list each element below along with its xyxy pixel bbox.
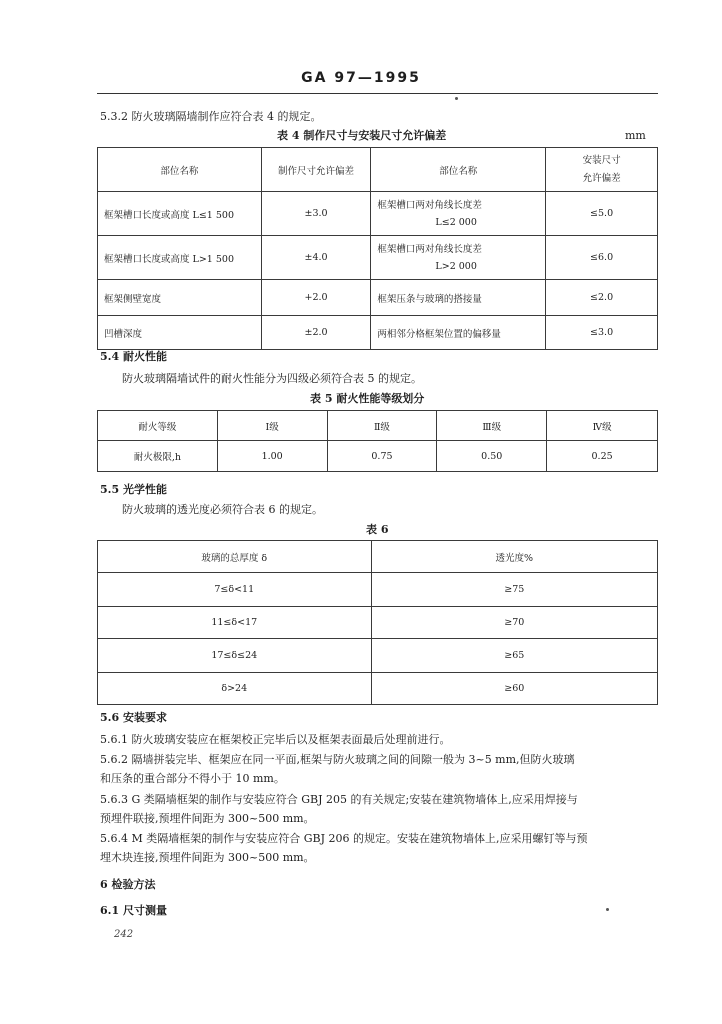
clause-5-3-2: 5.3.2 防火玻璃隔墙制作应符合表 4 的规定。 — [100, 110, 322, 123]
clause-5-6-4-line2: 埋木块连接,预埋件间距为 300~500 mm。 — [100, 851, 315, 864]
table6-cell-transmittance: ≥70 — [371, 607, 657, 639]
table4-cell-install-tol: ≤5.0 — [546, 192, 658, 236]
table5-cell: 0.50 — [437, 441, 547, 472]
section-5-4-title: 5.4 耐火性能 — [100, 350, 167, 363]
table4-header-part: 部位名称 — [98, 148, 262, 192]
clause-5-6-2-line2: 和压条的重合部分不得小于 10 mm。 — [100, 772, 285, 785]
clause-5-6-3-line2: 预埋件联接,预埋件间距为 300~500 mm。 — [100, 812, 315, 825]
section-5-5-text: 防火玻璃的透光度必须符合表 6 的规定。 — [122, 503, 323, 516]
section-5-5-title: 5.5 光学性能 — [100, 483, 167, 496]
table6-cell-transmittance: ≥65 — [371, 639, 657, 673]
table5-header-cell: Ⅱ级 — [327, 411, 437, 441]
table4-cell-install-tol: ≤2.0 — [546, 280, 658, 316]
table6-header-transmittance: 透光度% — [371, 541, 657, 573]
table4-cell-install-part: 框架压条与玻璃的搭接量 — [371, 280, 546, 316]
table5-header-cell: 耐火等级 — [98, 411, 218, 441]
table5-header-row — [98, 411, 658, 441]
table-row — [98, 673, 658, 705]
table-row — [98, 441, 658, 472]
table4-cell-tol: ±4.0 — [261, 236, 371, 280]
table-row — [98, 607, 658, 639]
table6-header-row — [98, 541, 658, 573]
table4-cell-part: 框架槽口长度或高度 L>1 500 — [98, 236, 262, 280]
section-5-6-title: 5.6 安装要求 — [100, 711, 167, 724]
table6-cell-thickness: 7≤δ<11 — [98, 573, 372, 607]
table4-install-part-line2: L≤2 000 — [435, 216, 477, 228]
section-6-1-title: 6.1 尺寸测量 — [100, 904, 167, 917]
table5-cell: 1.00 — [217, 441, 327, 472]
table6-cell-thickness: 17≤δ≤24 — [98, 639, 372, 673]
table5-header-cell: Ⅲ级 — [437, 411, 547, 441]
table4-unit: mm — [625, 129, 646, 142]
table4-cell-install-part: 两相邻分格框架位置的偏移量 — [371, 316, 546, 350]
table4-header-install-line2: 允许偏差 — [582, 172, 621, 184]
table-row — [98, 280, 658, 316]
table4-install-part-line2: L>2 000 — [435, 260, 477, 272]
table5-cell: 0.75 — [327, 441, 437, 472]
table4-cell-install-tol: ≤3.0 — [546, 316, 658, 350]
table6-caption: 表 6 — [366, 523, 389, 536]
table5-caption: 表 5 耐火性能等级划分 — [310, 392, 425, 405]
table4-cell-tol: ±2.0 — [261, 316, 371, 350]
header-rule — [97, 93, 658, 94]
table4-header-install-tol — [546, 148, 658, 192]
table4-header-row — [98, 148, 658, 192]
table6-cell-transmittance: ≥75 — [371, 573, 657, 607]
table4-install-part-line1: 框架槽口两对角线长度差 — [377, 243, 482, 255]
table4-install-part-line1: 框架槽口两对角线长度差 — [377, 199, 482, 211]
table6-header-thickness: 玻璃的总厚度 δ — [98, 541, 372, 573]
table-6 — [97, 540, 658, 705]
table4-cell-install-tol: ≤6.0 — [546, 236, 658, 280]
table5-cell: 0.25 — [547, 441, 658, 472]
clause-5-6-4-line1: 5.6.4 M 类隔墙框架的制作与安装应符合 GBJ 206 的规定。安装在建筑物墙体上,应采用螺钉等与预 — [100, 832, 588, 845]
table-4 — [97, 147, 658, 350]
table4-cell-install-part — [371, 192, 546, 236]
table-row — [98, 573, 658, 607]
table4-header-part2: 部位名称 — [371, 148, 546, 192]
clause-5-6-1: 5.6.1 防火玻璃安装应在框架校正完毕后以及框架表面最后处理前进行。 — [100, 733, 451, 746]
table6-cell-transmittance: ≥60 — [371, 673, 657, 705]
table4-header-install-line1: 安装尺寸 — [582, 154, 621, 166]
table4-cell-part: 框架槽口长度或高度 L≤1 500 — [98, 192, 262, 236]
table-row — [98, 236, 658, 280]
table5-header-cell: Ⅳ级 — [547, 411, 658, 441]
table4-cell-install-part — [371, 236, 546, 280]
table-row — [98, 316, 658, 350]
table4-caption: 表 4 制作尺寸与安装尺寸允许偏差 — [277, 129, 447, 142]
table-row — [98, 639, 658, 673]
table4-cell-part: 框架侧壁宽度 — [98, 280, 262, 316]
clause-5-6-3-line1: 5.6.3 G 类隔墙框架的制作与安装应符合 GBJ 205 的有关规定;安装在建筑物墙体上,应采用焊接与 — [100, 793, 578, 806]
section-6-title: 6 检验方法 — [100, 878, 156, 891]
page-number: 242 — [114, 929, 134, 940]
section-5-4-text: 防火玻璃隔墙试件的耐火性能分为四级必须符合表 5 的规定。 — [122, 372, 422, 385]
table-row — [98, 192, 658, 236]
table4-cell-part: 凹槽深度 — [98, 316, 262, 350]
table6-cell-thickness: δ>24 — [98, 673, 372, 705]
table-5 — [97, 410, 658, 472]
scan-speck — [606, 908, 609, 911]
table4-header-make-tol: 制作尺寸允许偏差 — [261, 148, 371, 192]
table5-cell: 耐火极限,h — [98, 441, 218, 472]
table5-header-cell: Ⅰ级 — [217, 411, 327, 441]
scan-speck — [455, 97, 458, 100]
table4-cell-tol: ±3.0 — [261, 192, 371, 236]
clause-5-6-2-line1: 5.6.2 隔墙拼装完毕、框架应在同一平面,框架与防火玻璃之间的间隙一般为 3~5 mm,但防火玻璃 — [100, 753, 575, 766]
standard-header: GA 97—1995 — [301, 70, 421, 86]
table4-cell-tol: +2.0 — [261, 280, 371, 316]
table6-cell-thickness: 11≤δ<17 — [98, 607, 372, 639]
